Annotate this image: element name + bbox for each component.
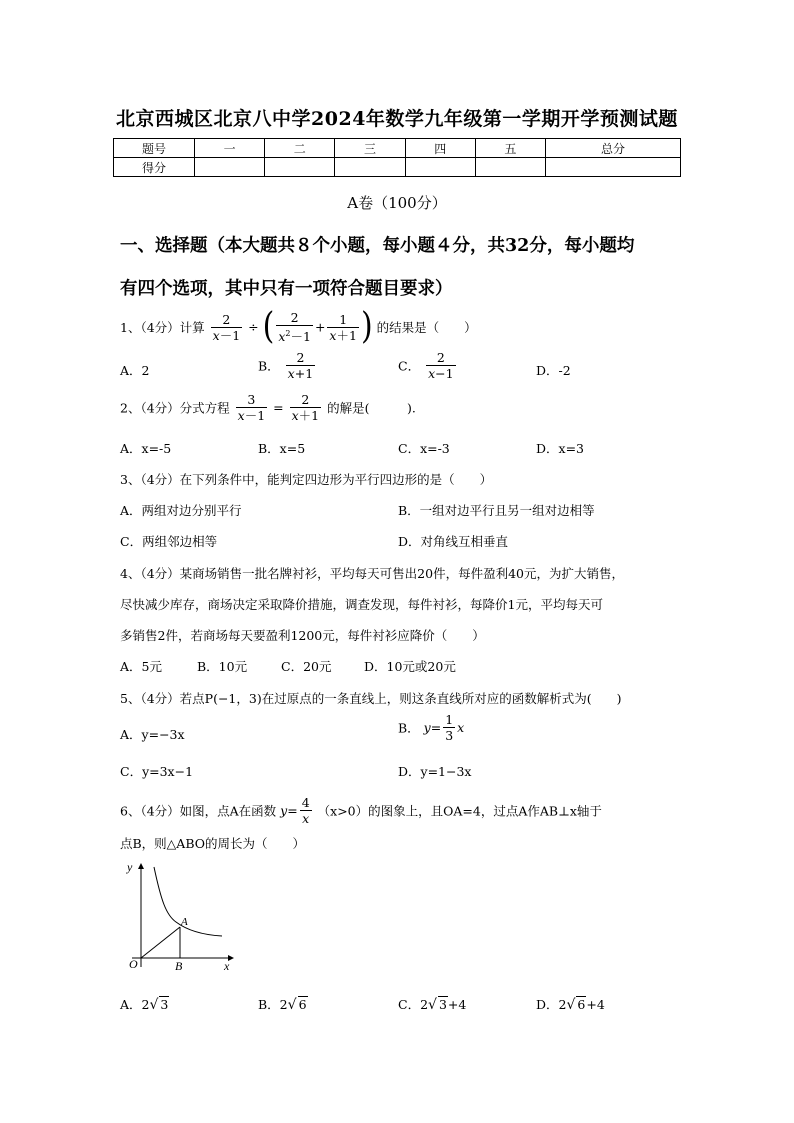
fraction: $\frac{2}{x^2-1}$ [278,310,311,345]
label-x: x [224,959,230,973]
score-cell[interactable] [546,158,681,177]
option-6c[interactable]: C．2√ 3+4 [398,997,467,1013]
option-3b[interactable]: B．一组对边平行且另一组对边相等 [398,503,595,518]
table-row-label: 得分 [114,158,195,177]
fraction: $\frac{1}{x+1}$ [329,311,357,343]
option-5a[interactable]: A．y=−3x [120,727,185,742]
table-row [114,158,681,177]
table-header-cell: 一 [195,139,265,158]
page-title: 北京西城区北京八中学2024年数学九年级第一学期开学预测试题 [116,108,678,130]
option-4c[interactable]: C．20元 [281,659,332,674]
option-4a[interactable]: A．5元 [120,659,162,674]
score-table [113,138,681,177]
score-cell[interactable] [405,158,475,177]
table-header-cell: 总分 [546,139,681,158]
question-5: 5、（4分）若点P(−1，3)在过原点的一条直线上，则这条直线所对应的函数解析式为( ) [120,691,622,706]
option-5c[interactable]: C．y=3x−1 [120,764,194,779]
option-3d[interactable]: D．对角线互相垂直 [398,534,509,549]
label-b: B [175,959,183,973]
option-1d[interactable]: D．-2 [536,363,571,378]
question-3: 3、（4分）在下列条件中，能判定四边形为平行四边形的是（ ） [120,472,493,487]
question-4-line2: 尽快减少库存，商场决定采取降价措施，调查发现，每件衬衫，每降价1元，平均每天可 [120,597,603,612]
question-2: 2、（4分）分式方程 $\frac{3}{x-1}$ = $\frac{2}{x+1}$ 的解是( ). [120,392,416,423]
question-1-prefix: 1、（4分）计算 [120,320,205,336]
score-cell[interactable] [195,158,265,177]
question-6-line1: 6、（4分）如图，点A在函数 y= $\frac{4}{x}$ （x>0）的图象上，且OA=4，过点A作AB⊥x轴于 [120,795,602,826]
table-header-cell: 四 [405,139,475,158]
part-heading-line2: 有四个选项，其中只有一项符合题目要求） [120,279,453,299]
question-1: 1、（4分）计算 $\frac{2}{x-1}$ ÷ ( $\frac{2}{x^2-1}$ + $\frac{1}{x+1}$ ) 的结果是（ ） [120,305,477,348]
label-a: A [181,916,188,928]
table-header-cell: 题号 [114,139,195,158]
option-1a[interactable]: A．2 [120,363,150,378]
table-header-cell: 五 [475,139,545,158]
option-2c[interactable]: C．x=-3 [398,441,450,456]
score-cell[interactable] [475,158,545,177]
score-cell[interactable] [265,158,335,177]
question-6-line2: 点B，则△ABO的周长为（ ） [120,836,305,851]
fraction: $\frac{2}{x-1}$ [212,311,241,343]
label-o: O [129,957,138,971]
question-4-line1: 4、（4分）某商场销售一批名牌衬衫，平均每天可售出20件，每件盈利40元，为扩大销售， [120,566,624,581]
hyperbola-curve [154,867,222,936]
option-2a[interactable]: A．x=-5 [120,441,172,456]
option-5b[interactable]: B． y= $\frac{1}{3}$ x [398,712,465,743]
option-1c[interactable]: C． $\frac{2}{x-1}$ [398,350,454,381]
option-2b[interactable]: B．x=5 [258,441,306,456]
table-row [114,139,681,158]
question-4-line3: 多销售2件，若商场每天要盈利1200元，每件衬衫应降价（ ） [120,628,485,643]
score-cell[interactable] [335,158,405,177]
fraction: $\frac{3}{x-1}$ [237,392,266,423]
table-header-cell: 三 [335,139,405,158]
option-2d[interactable]: D．x=3 [536,441,584,456]
question-1-suffix: 的结果是（ ） [376,320,477,336]
option-4b[interactable]: B．10元 [197,659,248,674]
part-heading-line1: 一、选择题（本大题共８个小题，每小题４分，共32分，每小题均 [120,236,635,256]
fraction: $\frac{2}{x+1}$ [291,392,320,423]
option-4d[interactable]: D．10元或20元 [364,659,456,674]
option-1b[interactable]: B． $\frac{2}{x+1}$ [258,350,314,381]
label-y: y [127,860,133,874]
option-6b[interactable]: B．2√ 6 [258,997,307,1013]
option-5d[interactable]: D．y=1−3x [398,764,472,779]
option-6d[interactable]: D．2√ 6+4 [536,997,605,1013]
option-6a[interactable]: A．2√ 3 [120,997,169,1013]
option-3c[interactable]: C．两组邻边相等 [120,534,218,549]
y-axis-arrow [138,863,144,869]
figure-hyperbola [116,855,241,975]
segment-oa [141,927,180,958]
section-heading: A卷（100分） [347,194,447,212]
option-3a[interactable]: A．两组对边分别平行 [120,503,242,518]
table-header-cell: 二 [265,139,335,158]
